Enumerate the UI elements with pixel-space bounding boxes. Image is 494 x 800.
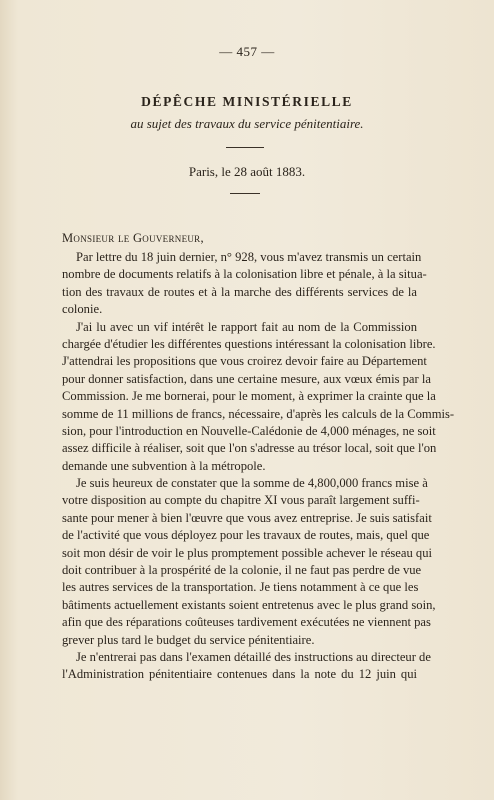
letter-body bbox=[62, 249, 455, 684]
paragraph-line: assez difficile à réaliser, soit que l'on s'adresse au trésor local, soit que l'on bbox=[62, 441, 437, 456]
paragraph-line: J'ai lu avec un vif intérêt le rapport fait au nom de la Commission bbox=[76, 319, 417, 334]
dateline-divider bbox=[230, 193, 260, 194]
paragraph-line: Commission. Je me bornerai, pour le moment, à exprimer la crainte que la bbox=[62, 389, 436, 404]
paragraph-line: soit mon désir de voir le plus promptement possible achever le réseau qui bbox=[62, 545, 433, 560]
paragraph-line: doit contribuer à la prospérité de la colonie, il ne faut pas perdre de vue bbox=[62, 563, 422, 578]
paragraph-line: votre disposition au compte du chapitre XI vous paraît largement suffi- bbox=[62, 493, 420, 508]
salutation: Monsieur le Gouverneur, bbox=[62, 231, 204, 245]
document-title: DÉPÊCHE MINISTÉRIELLE bbox=[141, 94, 353, 109]
paragraph-line: colonie. bbox=[62, 302, 103, 317]
paragraph-line: somme de 11 millions de francs, nécessaire, d'après les calculs de la Commis- bbox=[62, 406, 455, 421]
document-subtitle: au sujet des travaux du service pénitentiaire. bbox=[130, 116, 364, 131]
paragraph-line: chargée d'étudier les différentes questions intéressant la colonisation libre. bbox=[62, 336, 436, 351]
paragraph-line: Je suis heureux de constater que la somme de 4,800,000 francs mise à bbox=[76, 476, 428, 491]
paragraph-line: tion des travaux de routes et à la marche des différents services de la bbox=[62, 284, 417, 299]
paragraph-line: nombre de documents relatifs à la colonisation libre et pénale, à la situa- bbox=[62, 267, 427, 282]
paragraph-line: sion, pour l'introduction en Nouvelle-Calédonie de 4,000 ménages, ne soit bbox=[62, 423, 436, 438]
paragraph-line: grever plus tard le budget du service pénitentiaire. bbox=[62, 632, 315, 647]
paragraph-line: l'Administration pénitentiaire contenues dans la note du 12 juin qui bbox=[62, 667, 417, 682]
paragraph-line: afin que des réparations coûteuses tardivement exécutées ne viennent pas bbox=[62, 615, 431, 630]
paragraph-line: pour donner satisfaction, dans une certaine mesure, aux vœux émis par la bbox=[62, 371, 431, 386]
dateline: Paris, le 28 août 1883. bbox=[188, 164, 306, 179]
paragraph-line: Par lettre du 18 juin dernier, n° 928, vous m'avez transmis un certain bbox=[76, 250, 422, 264]
paragraph-line: J'attendrai les propositions que vous croirez devoir faire au Département bbox=[62, 354, 427, 369]
paragraph-line: demande une subvention à la métropole. bbox=[62, 458, 266, 473]
paragraph-line: de l'activité que vous déployez pour les travaux de routes, mais, quel que bbox=[62, 528, 430, 543]
page-number: — 457 — bbox=[219, 44, 275, 59]
title-divider bbox=[226, 147, 264, 148]
paragraph-line: sante pour mener à bien l'œuvre que vous avez entreprise. Je suis satisfait bbox=[62, 510, 432, 525]
paragraph-line: les autres services de la transportation. Je tiens notamment à ce que les bbox=[62, 580, 419, 595]
paragraph-line: bâtiments actuellement existants soient entretenus avec le plus grand soin, bbox=[62, 597, 436, 612]
paragraph-line: Je n'entrerai pas dans l'examen détaillé des instructions au directeur de bbox=[76, 649, 431, 664]
